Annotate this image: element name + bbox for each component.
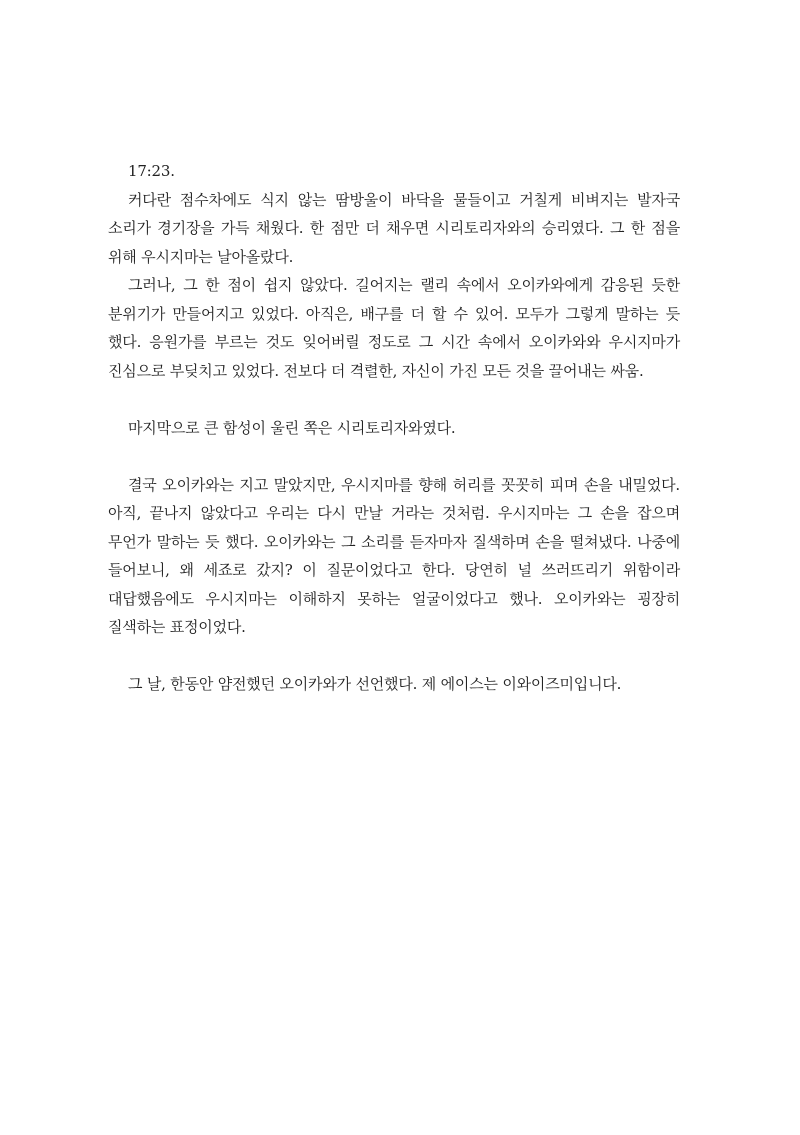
- paragraph-spacer: [108, 642, 680, 671]
- paragraph-spacer: [108, 385, 680, 414]
- paragraph-handshake: 결국 오이카와는 지고 말았지만, 우시지마를 향해 허리를 꼿꼿히 피며 손을 내밀었다. 아직, 끝나지 않았다고 우리는 다시 만날 거라는 것처럼. 우시지마는 그 손을 잡으며 무언가 말하는 듯 했다. 오이카와는 그 소리를 듣자마자 질색하며 손을 떨쳐냈다. 나중에 들어보니, 왜 세죠로 갔지? 이 질문이었다고 한다. 당연히 널 쓰러뜨리기 위함이라 대답했음에도 우시지마는 이해하지 못하는 얼굴이었다고 했나. 오이카와는 굉장히 질색하는 표정이었다.: [108, 475, 680, 636]
- paragraph-match-point: 커다란 점수차에도 식지 않는 땀방울이 바닥을 물들이고 거칠게 비벼지는 발자국 소리가 경기장을 가득 채웠다. 한 점만 더 채우면 시리토리자와의 승리였다. 그 한 점을 위해 우시지마는 날아올랐다.: [108, 190, 680, 266]
- paragraph-declaration: 그 날, 한동안 얌전했던 오이카와가 선언했다. 제 에이스는 이와이즈미입니다.: [128, 675, 622, 693]
- paragraph-final-cheer: 마지막으로 큰 함성이 울린 쪽은 시리토리자와였다.: [128, 418, 456, 437]
- paragraph-spacer: [108, 442, 680, 471]
- timestamp-paragraph: 17:23.: [128, 162, 175, 180]
- paragraph-rally: 그러나, 그 한 점이 쉽지 않았다. 길어지는 랠리 속에서 오이카와에게 감응된 듯한 분위기가 만들어지고 있었다. 아직은, 배구를 더 할 수 있어. 모두가 그렇게 말하는 듯 했다. 응원가를 부르는 것도 잊어버릴 정도로 그 시간 속에서 오이카와와 우시지마가 진심으로 부딪치고 있었다. 전보다 더 격렬한, 자신이 가진 모든 것을 끌어내는 싸움.: [108, 276, 680, 380]
- document-body: [108, 157, 680, 699]
